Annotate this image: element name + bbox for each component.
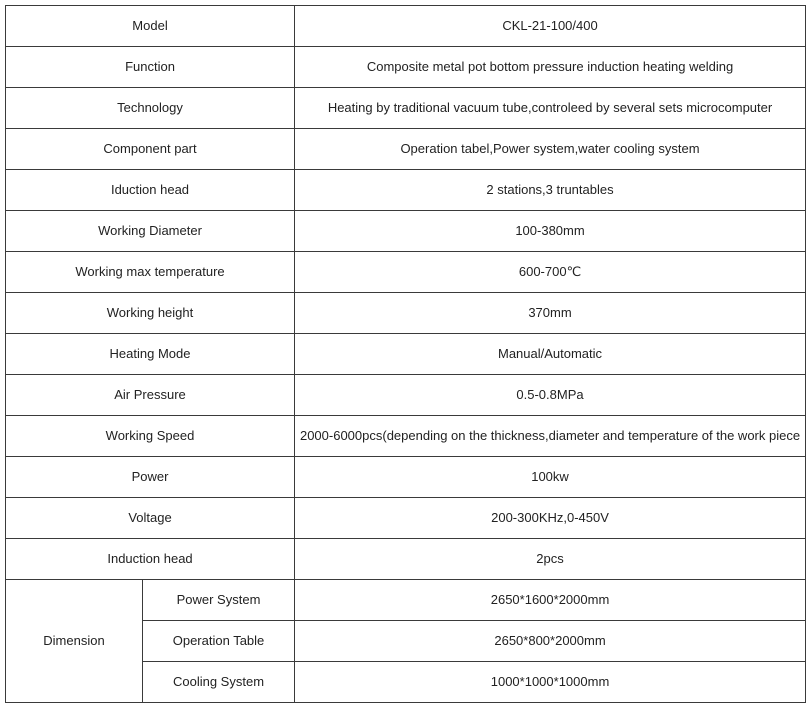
row-value: Manual/Automatic (295, 334, 806, 375)
table-row (6, 539, 806, 580)
table-row (6, 88, 806, 129)
table-row (6, 375, 806, 416)
row-label: Working Speed (6, 416, 295, 457)
row-label: Working max temperature (6, 252, 295, 293)
row-label: Working Diameter (6, 211, 295, 252)
table-row (6, 293, 806, 334)
row-label: Induction head (6, 539, 295, 580)
row-label: Function (6, 47, 295, 88)
row-label: Iduction head (6, 170, 295, 211)
table-row (6, 129, 806, 170)
row-value: 2pcs (295, 539, 806, 580)
row-value: 200-300KHz,0-450V (295, 498, 806, 539)
dimension-value: 2650*800*2000mm (295, 621, 806, 662)
row-label: Voltage (6, 498, 295, 539)
dimension-value: 2650*1600*2000mm (295, 580, 806, 621)
table-row (6, 170, 806, 211)
table-row (6, 252, 806, 293)
dimension-sub-label: Operation Table (143, 621, 295, 662)
row-label: Air Pressure (6, 375, 295, 416)
row-value: 600-700℃ (295, 252, 806, 293)
row-label: Working height (6, 293, 295, 334)
table-row (6, 6, 806, 47)
table-row (6, 47, 806, 88)
row-value: 100-380mm (295, 211, 806, 252)
row-value: Operation tabel,Power system,water cooling system (295, 129, 806, 170)
row-value: 370mm (295, 293, 806, 334)
row-value: 0.5-0.8MPa (295, 375, 806, 416)
table-row (6, 416, 806, 457)
row-value: 100kw (295, 457, 806, 498)
table-row (6, 457, 806, 498)
table-row (6, 211, 806, 252)
dimension-sub-label: Power System (143, 580, 295, 621)
row-value: Composite metal pot bottom pressure induction heating welding (295, 47, 806, 88)
dimension-label: Dimension (6, 580, 143, 703)
table-row (6, 498, 806, 539)
table-row (6, 580, 806, 621)
spec-table (5, 5, 806, 703)
row-value: CKL-21-100/400 (295, 6, 806, 47)
row-label: Power (6, 457, 295, 498)
table-row (6, 334, 806, 375)
row-value: Heating by traditional vacuum tube,controleed by several sets microcomputer (295, 88, 806, 129)
row-value: 2 stations,3 truntables (295, 170, 806, 211)
dimension-value: 1000*1000*1000mm (295, 662, 806, 703)
row-label: Component part (6, 129, 295, 170)
row-label: Heating Mode (6, 334, 295, 375)
row-value: 2000-6000pcs(depending on the thickness,diameter and temperature of the work piece (295, 416, 806, 457)
row-label: Technology (6, 88, 295, 129)
row-label: Model (6, 6, 295, 47)
dimension-sub-label: Cooling System (143, 662, 295, 703)
